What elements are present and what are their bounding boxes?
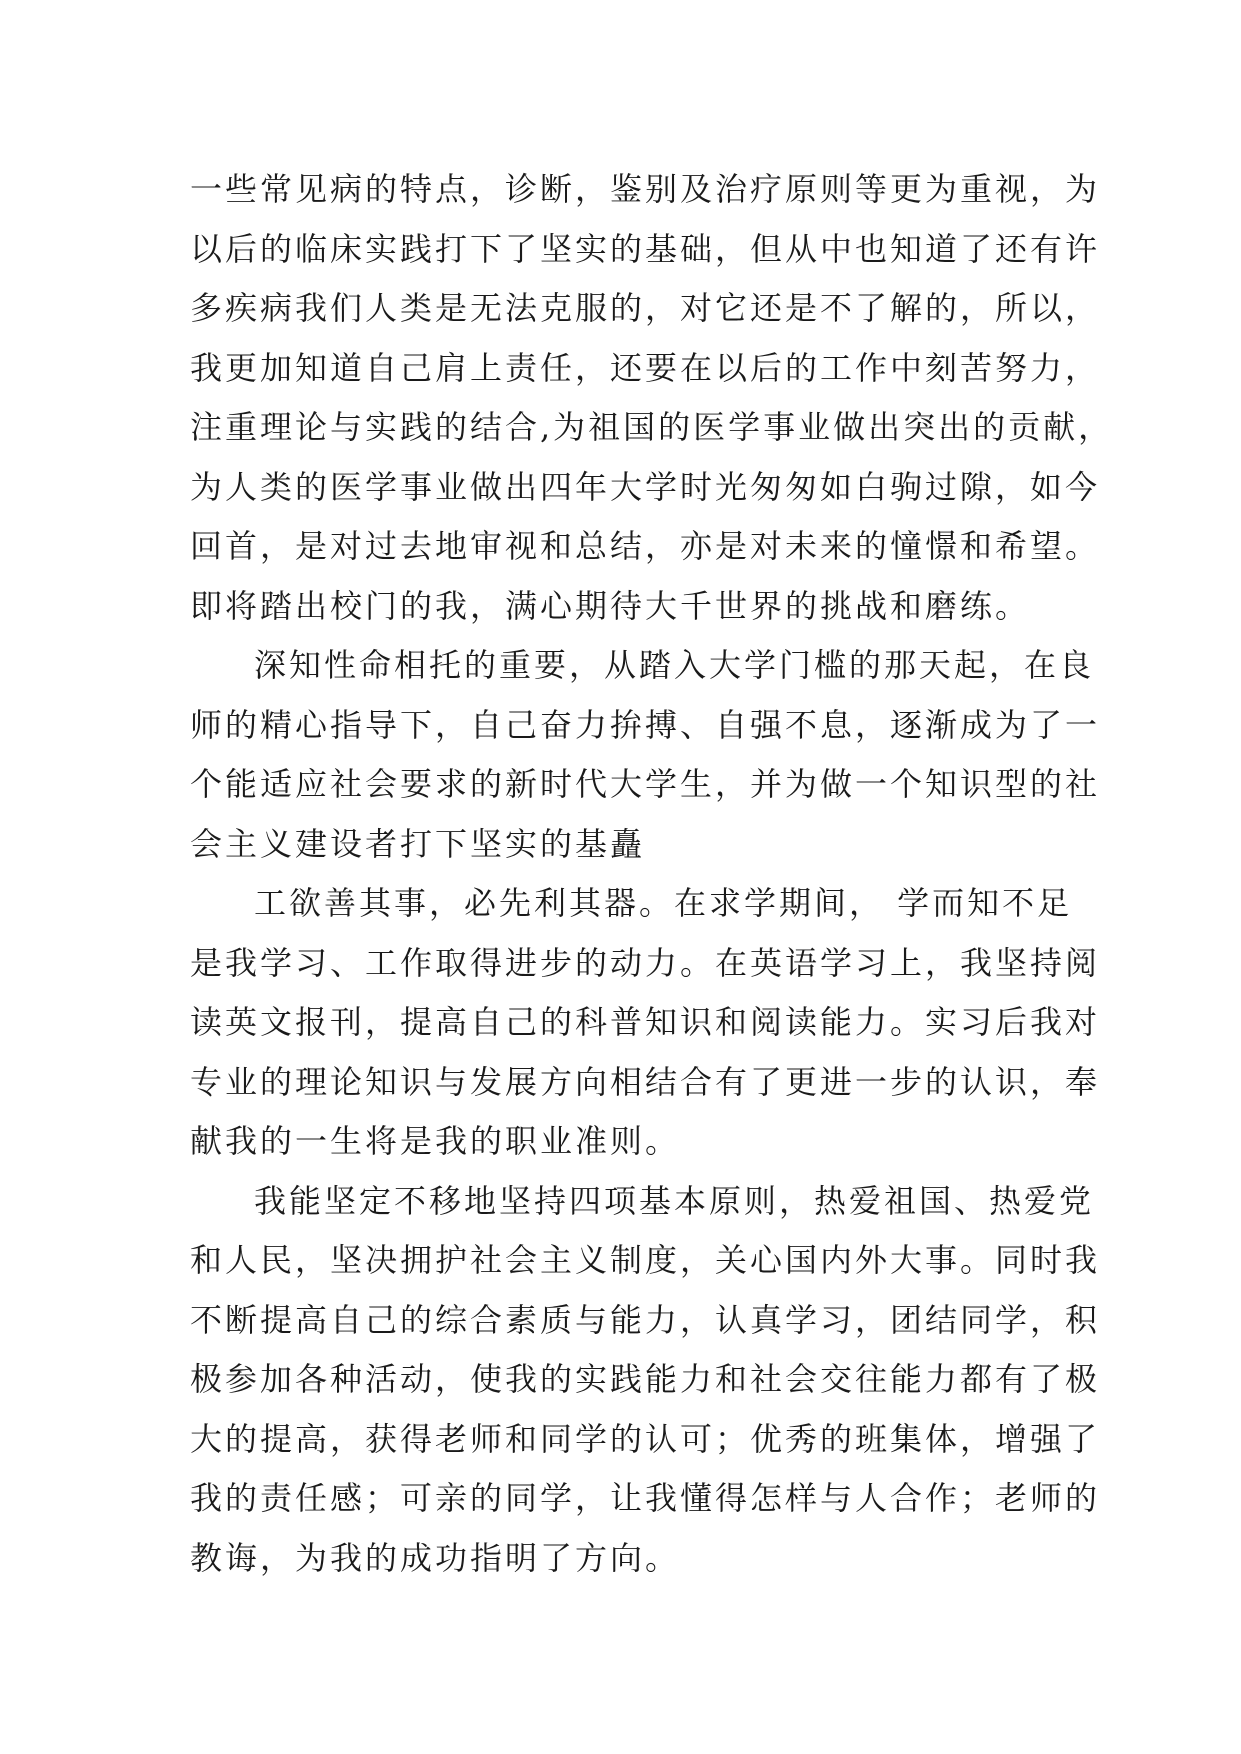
- paragraph-line: 即将踏出校门的我，满心期待大千世界的挑战和磨练。: [190, 586, 1031, 625]
- paragraph-line: 是我学习、工作取得进步的动力。在英语学习上，我坚持阅: [190, 943, 1101, 982]
- paragraph-line: 为人类的医学事业做出四年大学时光匆匆如白驹过隙，如今: [190, 467, 1101, 506]
- paragraph-line: 我更加知道自己肩上责任，还要在以后的工作中刻苦努力，: [190, 348, 1101, 387]
- paragraph-line: 专业的理论知识与发展方向相结合有了更进一步的认识，奉: [190, 1062, 1101, 1101]
- paragraph-line: 个能适应社会要求的新时代大学生，并为做一个知识型的社: [190, 765, 1101, 803]
- paragraph-line: 我的责任感；可亲的同学，让我懂得怎样与人合作；老师的: [190, 1479, 1101, 1517]
- paragraph-line: 深知性命相托的重要，从踏入大学门槛的那天起，在良: [254, 646, 1095, 684]
- paragraph-line: 极参加各种活动，使我的实践能力和社会交往能力都有了极: [190, 1360, 1101, 1398]
- paragraph-line: 以后的临床实践打下了坚实的基础，但从中也知道了还有许: [190, 229, 1101, 268]
- paragraph-2: [190, 636, 1101, 874]
- paragraph-line: 我能坚定不移地坚持四项基本原则，热爱祖国、热爱党: [254, 1181, 1095, 1220]
- paragraph-line: 和人民，坚决拥护社会主义制度，关心国内外大事。同时我: [190, 1241, 1101, 1279]
- paragraph-line: 一些常见病的特点，诊断，鉴别及治疗原则等更为重视，为: [190, 170, 1101, 208]
- document-body: [190, 160, 1114, 1588]
- paragraph-line: 多疾病我们人类是无法克服的，对它还是不了解的，所以，: [190, 289, 1101, 327]
- paragraph-3: [190, 874, 1101, 1172]
- paragraph-line: 回首，是对过去地审视和总结，亦是对未来的憧憬和希望。: [190, 527, 1101, 565]
- paragraph-4: [190, 1172, 1101, 1589]
- paragraph-line: 献我的一生将是我的职业准则。: [190, 1122, 681, 1160]
- paragraph-line: 不断提高自己的综合素质与能力，认真学习，团结同学，积: [190, 1300, 1101, 1339]
- paragraph-line: 读英文报刊，提高自己的科普知识和阅读能力。实习后我对: [190, 1003, 1101, 1041]
- paragraph-line: 工欲善其事，必先利其器。在求学期间， 学而知不足: [254, 884, 1073, 922]
- paragraph-line: 师的精心指导下，自己奋力拚搏、自强不息，逐渐成为了一: [190, 705, 1101, 744]
- paragraph-line: 注重理论与实践的结合,为祖国的医学事业做出突出的贡献，: [190, 408, 1114, 446]
- paragraph-line: 大的提高，获得老师和同学的认可；优秀的班集体，增强了: [190, 1419, 1101, 1458]
- paragraph-1: [190, 160, 1114, 636]
- paragraph-line: 会主义建设者打下坚实的基矗: [190, 824, 646, 863]
- paragraph-line: 教诲，为我的成功指明了方向。: [190, 1538, 681, 1577]
